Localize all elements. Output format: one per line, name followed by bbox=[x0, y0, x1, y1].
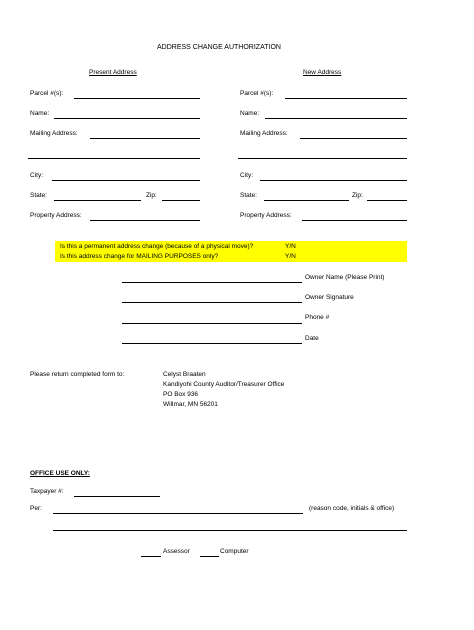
return-address-line-1: Celyst Braaten bbox=[163, 371, 206, 378]
new-name-label: Name: bbox=[240, 110, 260, 117]
new-address-heading: New Address bbox=[303, 69, 342, 76]
present-parcel-field[interactable] bbox=[74, 98, 200, 99]
present-property-field[interactable] bbox=[90, 220, 200, 221]
assessor-field[interactable] bbox=[141, 556, 161, 557]
new-property-field[interactable] bbox=[302, 220, 407, 221]
new-state-label: State: bbox=[240, 192, 257, 199]
new-parcel-label: Parcel #(s): bbox=[240, 90, 274, 97]
present-city-label: City: bbox=[30, 172, 43, 179]
phone-field[interactable] bbox=[122, 323, 302, 324]
date-label: Date bbox=[305, 335, 319, 342]
new-city-label: City: bbox=[240, 172, 253, 179]
present-parcel-label: Parcel #(s): bbox=[30, 90, 64, 97]
owner-name-label: Owner Name (Please Print) bbox=[305, 274, 385, 281]
present-state-label: State: bbox=[30, 192, 47, 199]
per-label: Per: bbox=[30, 505, 42, 512]
office-use-heading: OFFICE USE ONLY: bbox=[30, 470, 90, 477]
new-state-field[interactable] bbox=[264, 200, 349, 201]
phone-label: Phone # bbox=[305, 314, 330, 321]
present-mailing-field-2[interactable] bbox=[28, 158, 200, 159]
question-permanent-answer[interactable]: Y/N bbox=[285, 243, 296, 250]
present-mailing-label: Mailing Address: bbox=[30, 130, 78, 137]
question-mailing-answer[interactable]: Y/N bbox=[285, 253, 296, 260]
owner-signature-field[interactable] bbox=[122, 302, 302, 303]
per-field[interactable] bbox=[53, 513, 303, 514]
new-property-label: Property Address: bbox=[240, 212, 292, 219]
present-property-label: Property Address: bbox=[30, 212, 82, 219]
date-field[interactable] bbox=[122, 343, 302, 344]
return-address-line-4: Willmar, MN 56201 bbox=[163, 401, 218, 408]
computer-field[interactable] bbox=[200, 556, 219, 557]
present-address-heading: Present Address bbox=[89, 69, 137, 76]
present-city-field[interactable] bbox=[52, 180, 200, 181]
present-mailing-field[interactable] bbox=[90, 138, 200, 139]
new-name-field[interactable] bbox=[265, 118, 407, 119]
form-title: ADDRESS CHANGE AUTHORIZATION bbox=[157, 44, 281, 51]
owner-name-field[interactable] bbox=[122, 282, 302, 283]
computer-label: Computer bbox=[220, 548, 249, 555]
owner-signature-label: Owner Signature bbox=[305, 294, 354, 301]
new-mailing-label: Mailing Address: bbox=[240, 130, 288, 137]
present-name-label: Name: bbox=[30, 110, 50, 117]
return-label: Please return completed form to: bbox=[30, 371, 125, 378]
new-parcel-field[interactable] bbox=[285, 98, 407, 99]
taxpayer-label: Taxpayer #: bbox=[30, 488, 64, 495]
present-zip-field[interactable] bbox=[162, 200, 200, 201]
reason-code-label: (reason code, initials & office) bbox=[309, 505, 395, 512]
question-permanent-change: Is this a permanent address change (because of a physical move)? bbox=[60, 243, 254, 250]
question-mailing-purposes: Is this address change for MAILING PURPOSES only? bbox=[60, 253, 219, 260]
new-mailing-field-2[interactable] bbox=[238, 158, 407, 159]
return-address-line-2: Kandiyohi County Auditor/Treasurer Office bbox=[163, 381, 285, 388]
assessor-label: Assessor bbox=[163, 548, 190, 555]
new-mailing-field[interactable] bbox=[300, 138, 407, 139]
new-zip-field[interactable] bbox=[367, 200, 407, 201]
present-state-field[interactable] bbox=[54, 200, 141, 201]
present-zip-label: Zip: bbox=[146, 192, 157, 199]
taxpayer-field[interactable] bbox=[74, 496, 160, 497]
new-city-field[interactable] bbox=[260, 180, 407, 181]
return-address-line-3: PO Box 936 bbox=[163, 391, 199, 398]
new-zip-label: Zip: bbox=[352, 192, 363, 199]
per-field-2[interactable] bbox=[53, 530, 407, 531]
present-name-field[interactable] bbox=[54, 118, 200, 119]
